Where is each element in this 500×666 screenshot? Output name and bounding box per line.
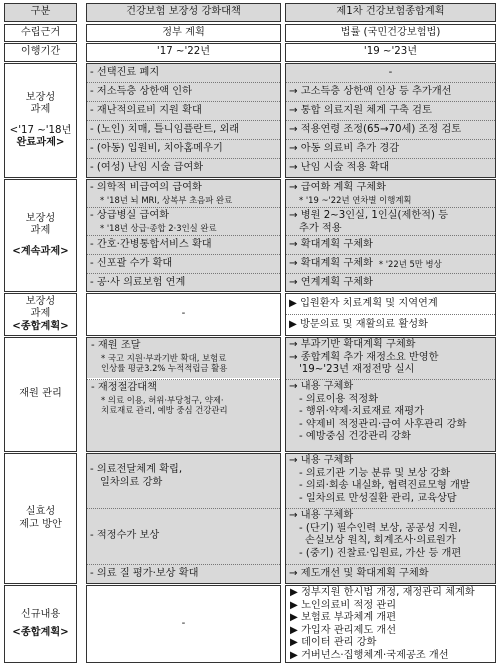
finance-row-2-right-2: - 의료이용 적정화 xyxy=(299,393,379,405)
section-completed-label xyxy=(4,63,77,178)
section-completed-l2: 과제 xyxy=(30,104,51,115)
section-ongoing-l3: <계속과제> xyxy=(12,245,69,257)
ongoing-row-2-left-sub: * '18년 상급·종합 2·3인실 완료 xyxy=(100,222,217,233)
effect-row-2-right-2: - (단기) 필수인력 보상, 공공성 지원, xyxy=(299,522,462,534)
section-newcov-l1: 보장성 xyxy=(25,295,56,307)
basis-left: 정부 계획 xyxy=(86,24,281,42)
ongoing-row-5-right: → 연계계획 구체화 xyxy=(289,276,373,288)
effect-row-1-right-2: - 의료기관 기능 분류 및 보상 강화 xyxy=(299,467,451,479)
completed-row-3-right: → 통합 의료지원 체계 구축 검토 xyxy=(289,104,432,116)
finance-row-1-right-3: '19~'23년 재정전망 실시 xyxy=(299,364,415,375)
ongoing-row-1-right-main: → 급여화 계획 구체화 xyxy=(289,182,386,193)
section-effect-label xyxy=(4,453,77,584)
section-effect-l2: 제고 방안 xyxy=(19,518,62,530)
newcov-right-2: ▶ 방문의료 및 재활의료 활성화 xyxy=(289,318,428,330)
finance-row-1-left-main: - 재원 조달 xyxy=(91,340,141,351)
finance-row-2-right-5: - 예방중심 건강관리 강화 xyxy=(299,431,411,442)
section-ongoing-l2: 과제 xyxy=(30,225,51,237)
effect-row-2-right xyxy=(285,509,496,563)
ongoing-row-3-left: - 간호·간병통합서비스 확대 xyxy=(90,238,212,250)
ongoing-row-1-right xyxy=(285,180,496,207)
finance-row-2-right-4: - 약제비 적정관리·급여 사후관리 강화 xyxy=(299,418,467,430)
finance-row-1-left-sub2: 인상률 평균3.2% 누적적립금 활용 xyxy=(101,362,228,373)
ongoing-row-2-left xyxy=(86,208,281,235)
ongoing-row-1-left-sub: * '18년 뇌 MRI, 상복부 초음파 완료 xyxy=(100,194,233,205)
newitems-right xyxy=(285,585,496,663)
newcov-left: - xyxy=(86,293,281,336)
effect-row-1-left-2: 일차의료 강화 xyxy=(100,476,163,488)
completed-row-4-left: - (노인) 치매, 틀니임플란트, 외래 xyxy=(90,123,240,135)
ongoing-row-2-right xyxy=(285,208,496,235)
ongoing-row-4-right-note: * '22년 5만 병상 xyxy=(378,259,442,269)
section-newitems-l1: 신규내용 xyxy=(20,608,61,620)
completed-row-2-right: → 고소득층 상한액 인상 등 추가개선 xyxy=(289,85,452,97)
newitems-left: - xyxy=(86,585,281,663)
finance-row-2-right-1: → 내용 구체화 xyxy=(289,381,354,392)
ongoing-row-4-right-main: → 확대계획 구체화 xyxy=(289,257,373,269)
effect-row-1-right xyxy=(285,454,496,508)
finance-row-1-right xyxy=(285,338,496,378)
newitems-right-2: ▶ 노인의료비 적정 관리 xyxy=(290,599,397,611)
completed-row-5-right: → 아동 의료비 추가 경감 xyxy=(289,142,400,154)
ongoing-row-4-right xyxy=(285,255,496,273)
section-ongoing-label xyxy=(4,179,77,292)
effect-row-2-right-1: → 내용 구체화 xyxy=(289,510,354,521)
completed-row-1-right: - xyxy=(388,66,393,78)
completed-row-5-left: - (아동) 입원비, 치아홈메우기 xyxy=(90,142,223,154)
header-col-comprehensive-plan: 제1차 건강보험종합계획 xyxy=(285,3,496,22)
finance-row-2-right-3: - 행위·약제·치료재료 재평가 xyxy=(299,406,424,417)
newitems-right-6: ▶ 거버넌스·집행체계·국제공조 개선 xyxy=(290,649,449,661)
finance-row-2-left-main: - 재정절감대책 xyxy=(91,382,157,393)
period-left: '17 ~'22년 xyxy=(86,43,281,62)
ongoing-row-1-right-sub: * '19 ~'22년 연차별 이행계획 xyxy=(299,194,412,205)
completed-row-6-left: - (여성) 난임 시술 급여화 xyxy=(90,161,204,173)
section-completed-l3: <'17 ~'18년 xyxy=(9,124,72,136)
section-ongoing-l1: 보장성 xyxy=(25,212,56,224)
ongoing-row-3-right: → 확대계획 구체화 xyxy=(289,238,373,250)
effect-row-2-right-4: - (중기) 진찰료·입원료, 가산 등 개편 xyxy=(299,547,462,559)
finance-row-1-right-1: → 부과기반 확대계획 구체화 xyxy=(289,339,416,350)
newitems-right-3: ▶ 보험료 부과체계 개편 xyxy=(290,612,397,623)
completed-row-1-left: - 선택진료 폐지 xyxy=(90,66,160,78)
finance-row-1-right-2: → 종합계획 추가 재정소요 반영한 xyxy=(289,351,439,363)
section-completed-l4: 완료과제> xyxy=(16,137,65,148)
completed-row-6-right: → 난임 시술 적용 확대 xyxy=(289,161,390,173)
ongoing-row-2-right-line2: 추가 적용 xyxy=(299,222,342,234)
period-right: '19 ~'23년 xyxy=(285,43,496,62)
ongoing-row-2-right-main: → 병원 2~3인실, 1인실(제한적) 등 xyxy=(289,210,449,221)
effect-row-1-right-3: - 의뢰·회송 내실화, 협력진료모형 개발 xyxy=(299,480,470,491)
basis-right: 법률 (국민건강보험법) xyxy=(285,24,496,42)
finance-row-2-left-sub2: 치료재료 관리, 예방 중심 건강관리 xyxy=(101,404,228,415)
completed-row-2-left: - 저소득층 상한액 인하 xyxy=(90,85,192,97)
newcov-right-1: ▶ 입원환자 치료계획 및 지역연계 xyxy=(289,297,438,309)
completed-row-3-left: - 재난적의료비 지원 확대 xyxy=(90,104,202,116)
finance-row-1-left xyxy=(87,338,280,378)
period-label: 이행기간 xyxy=(4,43,77,62)
section-finance-l1: 재원 관리 xyxy=(19,388,62,400)
ongoing-row-1-left-main: - 의학적 비급여의 급여화 xyxy=(90,182,202,193)
ongoing-row-2-left-main: - 상급병실 급여화 xyxy=(90,210,170,221)
newitems-right-4: ▶ 가입자 관리제도 개선 xyxy=(290,624,397,636)
effect-row-1-right-4: - 일차의료 만성질환 관리, 교육상담 xyxy=(299,492,457,504)
header-col-coverage-plan: 건강보험 보장성 강화대책 xyxy=(86,3,281,22)
effect-row-2-right-3: 손실보상 원칙, 회계조사·의료원가 xyxy=(305,535,456,546)
ongoing-row-4-left: - 신포괄 수가 확대 xyxy=(90,257,173,269)
effect-row-2-left: - 적정수가 보상 xyxy=(90,529,160,541)
finance-row-2-left xyxy=(87,380,280,451)
section-newitems-l2: <종합계획> xyxy=(12,627,69,638)
section-newcov-l3: <종합계획> xyxy=(12,320,69,332)
finance-row-2-right xyxy=(285,380,496,451)
section-effect-l1: 실효성 xyxy=(25,506,56,517)
basis-label: 수립근거 xyxy=(4,24,77,42)
section-newitems-label xyxy=(4,585,77,663)
ongoing-row-1-left xyxy=(86,180,281,207)
effect-row-1-right-1: → 내용 구체화 xyxy=(289,455,354,466)
section-newcov-label xyxy=(4,293,77,336)
ongoing-row-5-left: - 공·사 의료보험 연계 xyxy=(90,276,186,288)
finance-row-2-left-sub1: * 의료 이용, 허위·부당청구, 약제· xyxy=(101,394,224,405)
header-col-category: 구분 xyxy=(4,3,77,22)
section-finance-label xyxy=(4,337,77,452)
finance-row-1-left-sub1: * 국고 지원·부과기반 확대, 보험료 xyxy=(101,352,227,363)
effect-row-1-left-1: - 의료전달체계 확립, xyxy=(90,464,183,475)
section-newcov-l2: 과제 xyxy=(30,308,51,320)
newitems-right-5: ▶ 데이터 관리 강화 xyxy=(290,637,377,648)
effect-row-3-right: → 제도개선 및 확대계획 구체화 xyxy=(289,567,429,579)
effect-row-1-left xyxy=(86,454,281,508)
completed-row-4-right: → 적용연령 조정(65→70세) 조정 검토 xyxy=(289,123,462,135)
newitems-right-1: ▶ 정부지원 한시법 개정, 재정관리 체계화 xyxy=(290,587,475,598)
section-completed-l1: 보장성 xyxy=(25,91,56,103)
effect-row-3-left: - 의료 질 평가·보상 확대 xyxy=(90,567,199,579)
